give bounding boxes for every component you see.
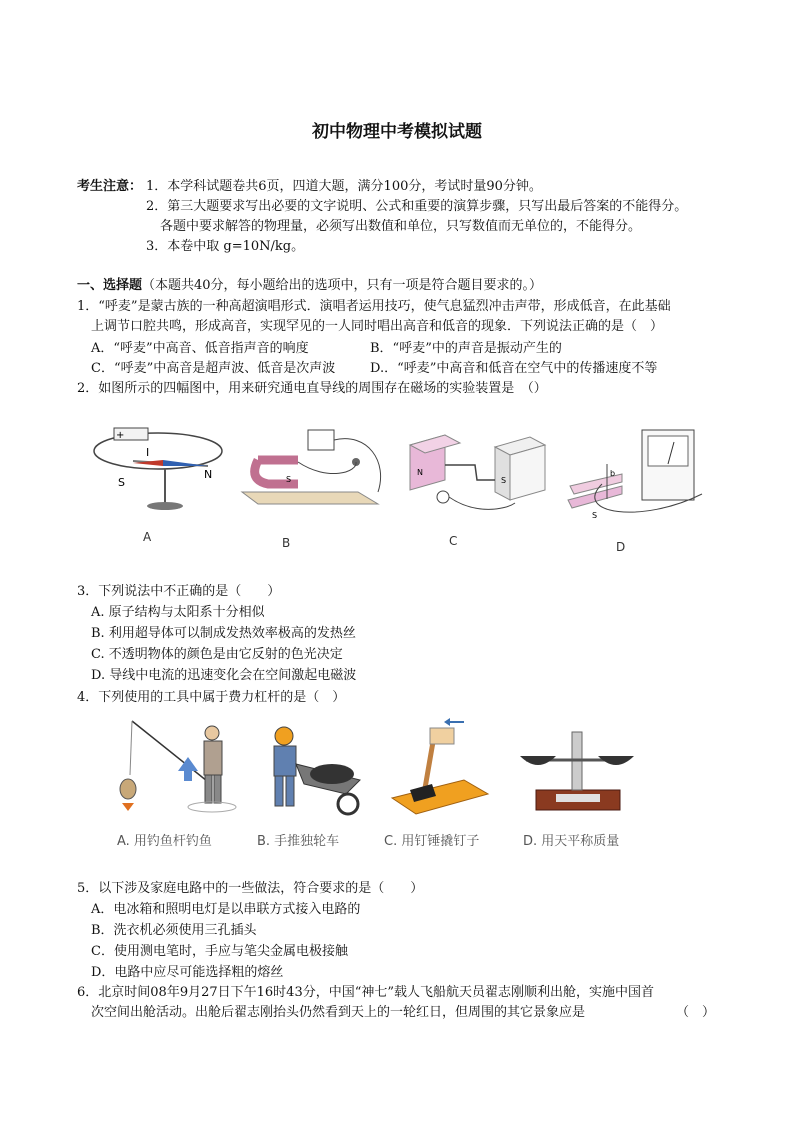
- notice-item-2: 2．第三大题要求写出必要的文字说明、公式和重要的演算步骤，只写出最后答案的不能得分。: [146, 199, 688, 214]
- q4-caption-c: C. 用钉锤撬钉子: [384, 834, 480, 849]
- q3-text: 3．下列说法中不正确的是（ ）: [77, 584, 281, 599]
- q1-option-a: A．“呼麦”中高音、低音指声音的响度: [91, 341, 309, 356]
- q2-text: 2．如图所示的四幅图中，用来研究通电直导线的周围存在磁场的实验装置是 （）: [77, 381, 547, 396]
- q3-option-a: A. 原子结构与太阳系十分相似: [91, 605, 265, 620]
- q6-answer-paren: （ ）: [676, 1005, 716, 1020]
- q1-option-d: D.．“呼麦”中高音和低音在空气中的传播速度不等: [370, 361, 658, 376]
- q2-label-a: A: [143, 530, 152, 544]
- q1-option-b: B．“呼麦”中的声音是振动产生的: [370, 341, 562, 356]
- svg-text:S: S: [501, 476, 507, 485]
- svg-text:S: S: [118, 476, 125, 489]
- q2-figure-b: [238, 422, 383, 514]
- notice-item-2b: 各题中要求解答的物理量，必须写出数值和单位，只写数值而无单位的，不能得分。: [160, 219, 642, 234]
- notice-item-3: 3．本卷中取 g=10N/kg。: [146, 239, 305, 254]
- q6-line2: 次空间出舱活动。出舱后翟志刚抬头仍然看到天上的一轮红日，但周围的其它景象应是: [91, 1005, 586, 1020]
- svg-text:N: N: [417, 468, 423, 477]
- q2-label-c: C: [449, 534, 458, 548]
- svg-text:S: S: [286, 475, 292, 484]
- svg-text:+: +: [116, 430, 125, 441]
- section1-heading: 一、选择题: [77, 278, 143, 293]
- svg-text:I: I: [146, 446, 150, 459]
- notice-item-1: 1．本学科试题卷共6页，四道大题，满分100分，考试时量90分钟。: [146, 179, 542, 194]
- q6-line1: 6．北京时间08年9月27日下午16时43分，中国“神七”载人飞船航天员翟志刚顺利出舱，实施中国首: [77, 985, 655, 1000]
- q1-option-c: C．“呼麦”中高音是超声波、低音是次声波: [91, 361, 336, 376]
- q2-figure-c: [405, 425, 550, 523]
- svg-text:N: N: [204, 468, 213, 481]
- q4-fishing-image: [112, 715, 240, 825]
- q2-figure-a: [88, 416, 228, 522]
- q4-text: 4．下列使用的工具中属于费力杠杆的是（ ）: [77, 690, 346, 705]
- q4-caption-b: B. 手推独轮车: [257, 834, 340, 849]
- q4-wheelbarrow-image: [250, 720, 370, 824]
- q5-option-a: A．电冰箱和照明电灯是以串联方式接入电路的: [91, 902, 361, 917]
- q3-option-d: D. 导线中电流的迅速变化会在空间激起电磁波: [91, 668, 357, 683]
- q4-caption-d: D. 用天平称质量: [523, 834, 620, 849]
- page-title: 初中物理中考模拟试题: [312, 122, 482, 142]
- q5-option-c: C．使用测电笔时，手应与笔尖金属电极接触: [91, 944, 348, 959]
- q5-text: 5．以下涉及家庭电路中的一些做法，符合要求的是（ ）: [77, 881, 424, 896]
- q3-option-c: C. 不透明物体的颜色是由它反射的色光决定: [91, 647, 343, 662]
- section1-heading-line: [77, 277, 542, 295]
- section1-desc: （本题共40分，每小题给出的选项中，只有一项是符合题目要求的。）: [142, 278, 543, 293]
- q2-label-d: D: [616, 540, 626, 554]
- q4-hammer-image: [384, 716, 496, 824]
- q4-balance-image: [516, 720, 636, 824]
- q3-option-b: B. 利用超导体可以制成发热效率极高的发热丝: [91, 626, 356, 641]
- notice-label: 考生注意：: [77, 179, 143, 194]
- q4-caption-a: A. 用钓鱼杆钓鱼: [117, 834, 212, 849]
- q1-line2: 上调节口腔共鸣，形成高音，实现罕见的一人同时唱出高音和低音的现象．下列说法正确的是（ ）: [91, 319, 664, 334]
- svg-text:b: b: [610, 469, 616, 478]
- svg-text:S: S: [592, 511, 598, 520]
- q5-option-d: D．电路中应尽可能选择粗的熔丝: [91, 965, 284, 980]
- q1-line1: 1．“呼麦”是蒙古族的一种高超演唱形式．演唱者运用技巧，使气息猛烈冲击声带，形成低音，在此基础: [77, 299, 671, 314]
- q2-label-b: B: [282, 536, 291, 550]
- q5-option-b: B．洗衣机必须使用三孔插头: [91, 923, 257, 938]
- q2-figure-d: [562, 424, 712, 530]
